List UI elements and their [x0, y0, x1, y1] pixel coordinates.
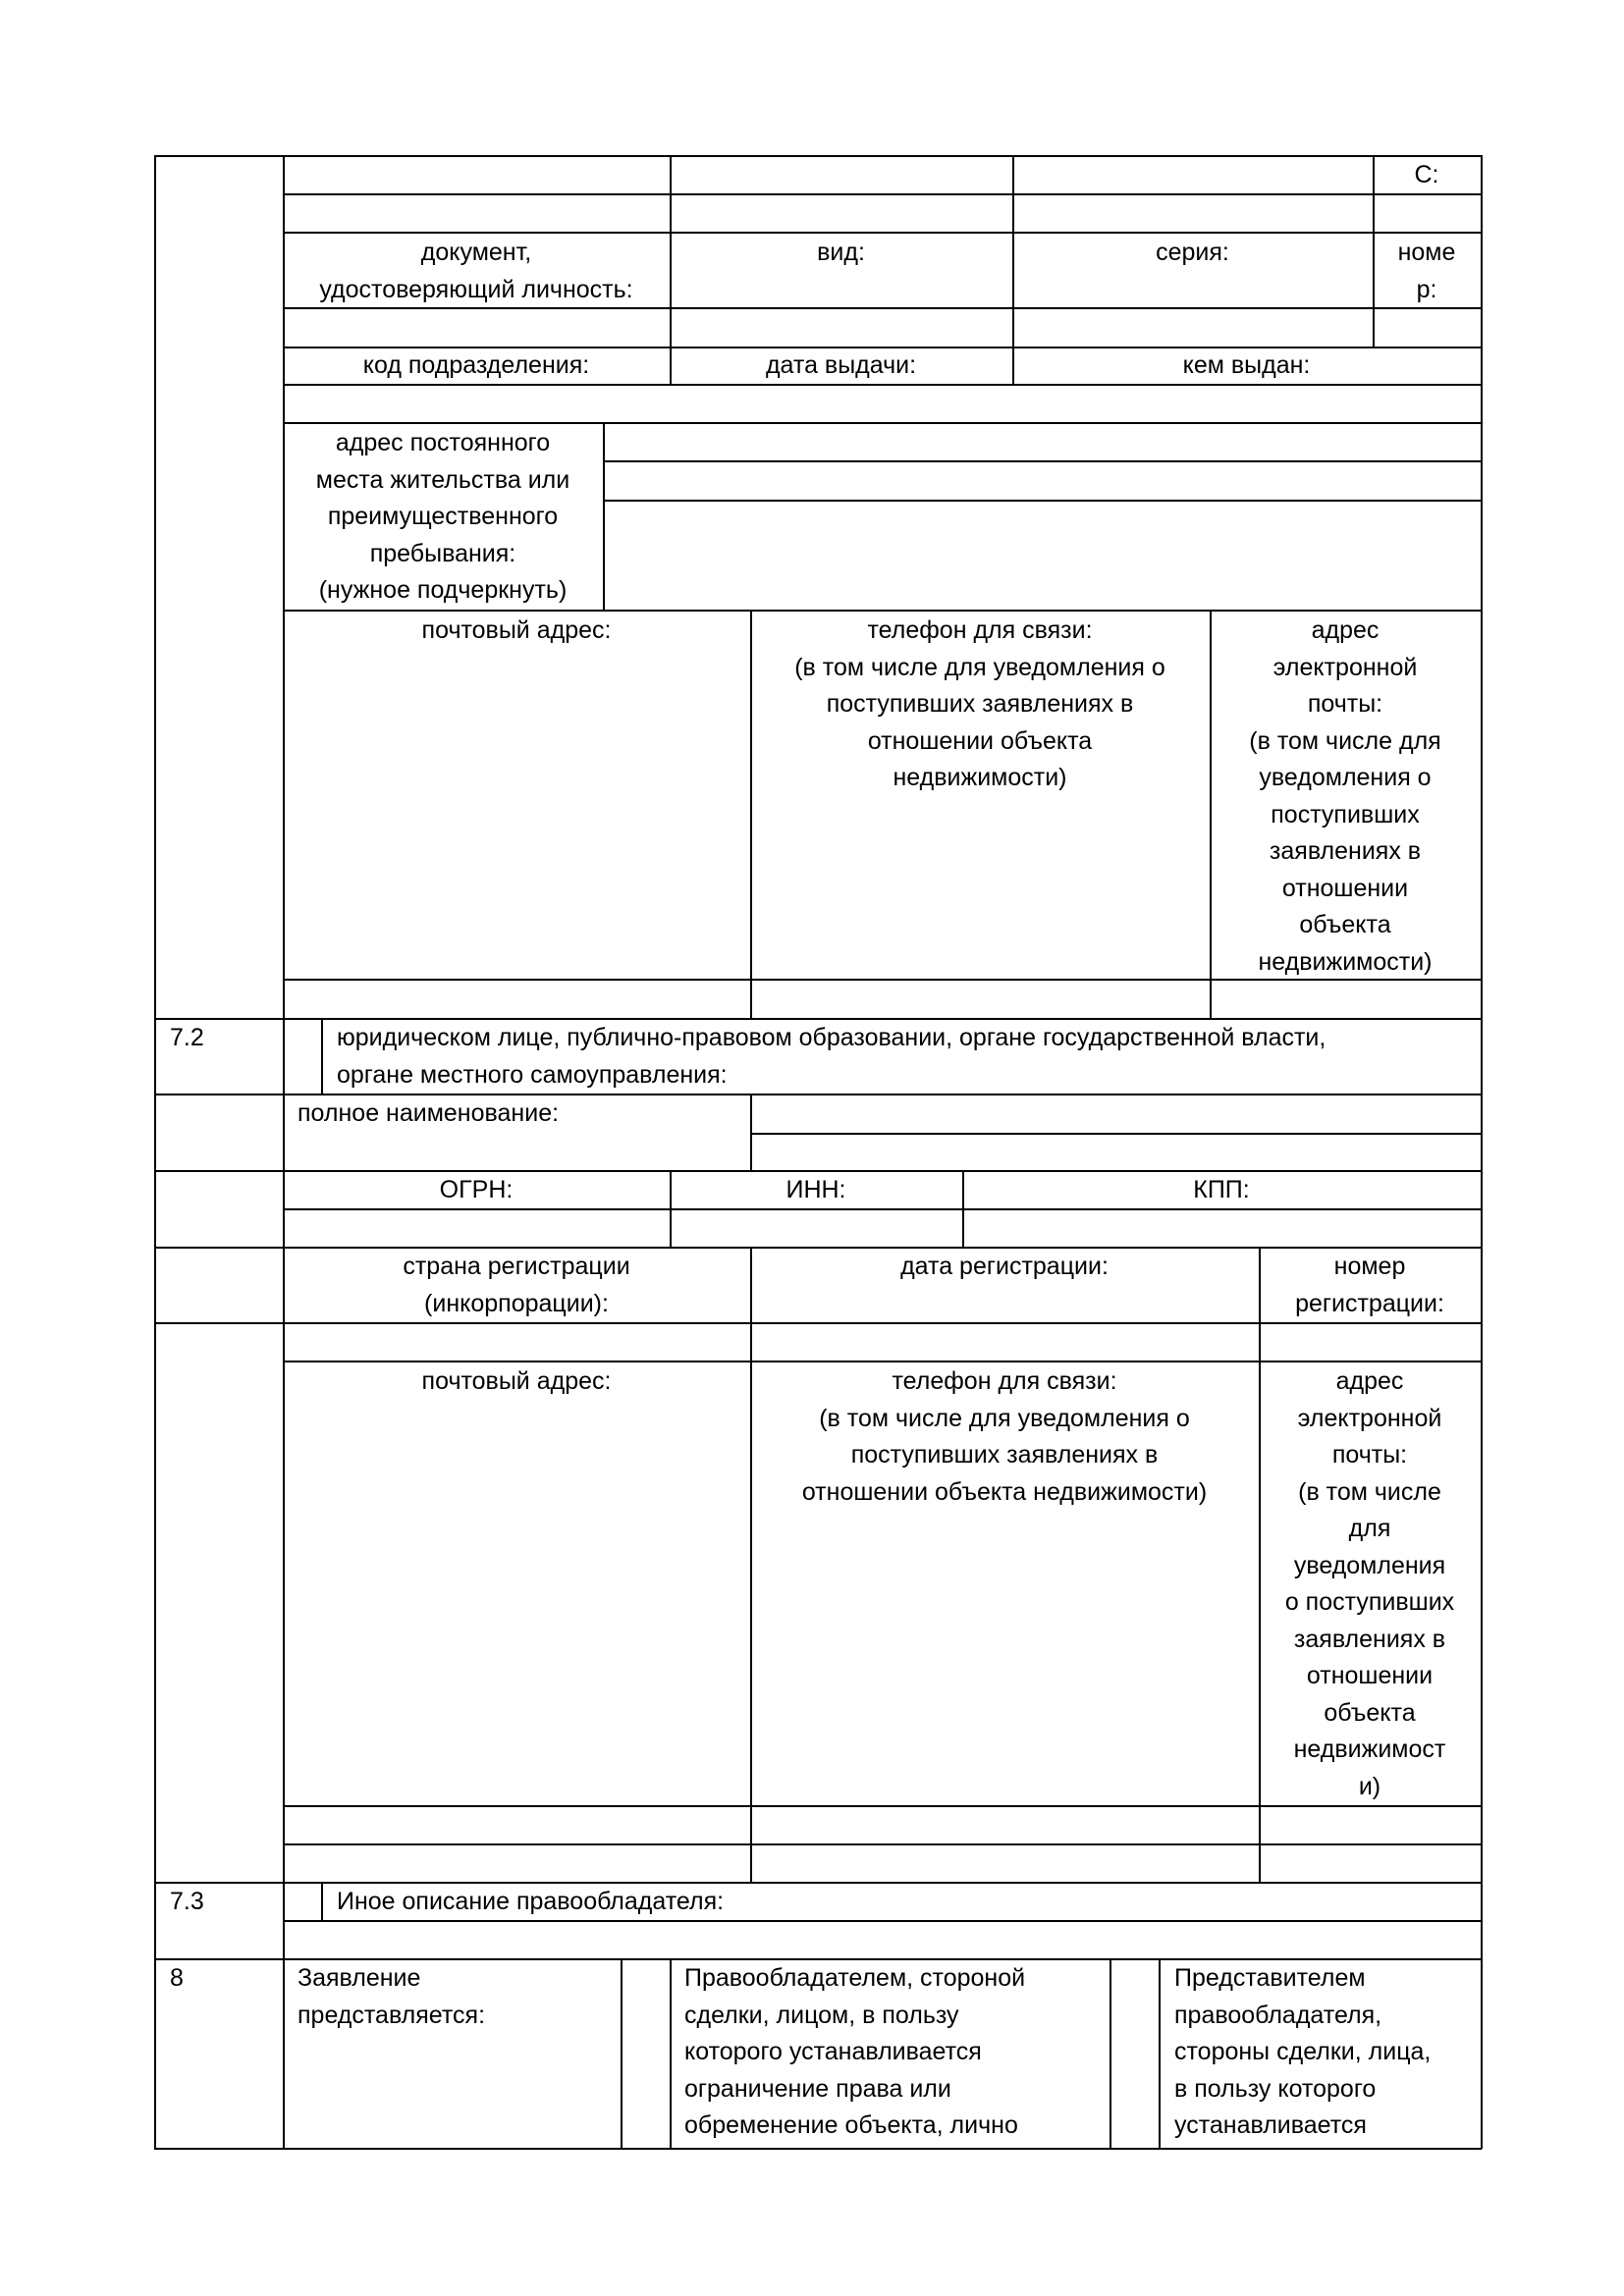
issued-by-label: кем выдан:: [1182, 351, 1311, 379]
document-number-label: номе р:: [1397, 239, 1456, 303]
other-description-input[interactable]: [285, 1922, 1479, 1957]
section-7-3-checkbox[interactable]: [285, 1884, 320, 1919]
phone-label: телефон для связи: (в том числе для уведомления о поступивших заявлениях в отношении объекта недвижимости): [794, 616, 1165, 791]
section-8-number: 8: [170, 1964, 184, 1992]
field-7-1-r2c4[interactable]: [1375, 195, 1479, 231]
full-name-input-line-1[interactable]: [752, 1095, 1479, 1132]
field-7-1-r2c2[interactable]: [672, 195, 1010, 231]
inn-label: ИНН:: [785, 1176, 846, 1203]
document-type-input[interactable]: [672, 309, 1010, 346]
registration-number-input[interactable]: [1261, 1324, 1479, 1360]
phone-input-2[interactable]: [752, 1845, 1257, 1881]
full-name-label: полное наименование:: [298, 1099, 560, 1127]
issued-by-input[interactable]: [1014, 386, 1479, 421]
field-7-1-r1c3[interactable]: [1014, 157, 1371, 192]
option-representative: Представителем правообладателя, стороны сделки, лица, в пользу которого устанавливается: [1174, 1964, 1432, 2139]
registration-country-input[interactable]: [285, 1324, 748, 1360]
residence-address-line-2[interactable]: [605, 462, 1479, 499]
cell-c-label: С:: [1414, 161, 1439, 188]
email-input[interactable]: [1212, 981, 1479, 1017]
option-owner-checkbox[interactable]: [623, 1960, 669, 2147]
issue-date-label: дата выдачи:: [765, 351, 917, 379]
document-series-label: серия:: [1156, 239, 1229, 266]
field-7-1-r2c1[interactable]: [285, 195, 668, 231]
division-code-label: код подразделения:: [362, 351, 590, 379]
email-label: адрес электронной почты: (в том числе для уведомления о поступивших заявлениях в отношении объекта недвижимост и): [1284, 1367, 1455, 1800]
issue-date-input[interactable]: [672, 386, 1010, 421]
document-number-input[interactable]: [1375, 309, 1479, 346]
registration-date-input[interactable]: [752, 1324, 1257, 1360]
field-7-1-r2c3[interactable]: [1014, 195, 1371, 231]
residence-address-line-1[interactable]: [605, 424, 1479, 459]
registration-date-label: дата регистрации:: [900, 1253, 1109, 1280]
postal-address-input[interactable]: [285, 981, 748, 1017]
full-name-input-line-2[interactable]: [752, 1135, 1479, 1169]
postal-address-label: почтовый адрес:: [421, 1367, 612, 1395]
document-input[interactable]: [285, 309, 668, 346]
phone-input-1[interactable]: [752, 1807, 1257, 1842]
registration-number-label: номер регистрации:: [1295, 1253, 1444, 1317]
residence-address-line-3[interactable]: [605, 502, 1479, 609]
ogrn-input[interactable]: [285, 1210, 668, 1246]
option-representative-checkbox[interactable]: [1111, 1960, 1158, 2147]
section-7-2-checkbox[interactable]: [285, 1020, 320, 1093]
section-7-2-title: юридическом лице, публично-правовом образовании, органе государственной власти, органе местного самоуправления:: [337, 1024, 1326, 1089]
document-series-input[interactable]: [1014, 309, 1371, 346]
ogrn-label: ОГРН:: [439, 1176, 514, 1203]
email-label: адрес электронной почты: (в том числе для уведомления о поступивших заявлениях в отношении объекта недвижимости): [1249, 616, 1441, 976]
document-type-label: вид:: [817, 239, 865, 266]
email-input-2[interactable]: [1261, 1845, 1479, 1881]
residence-address-label: адрес постоянного места жительства или преимущественного пребывания: (нужное подчеркнуть): [315, 429, 570, 604]
postal-address-input-1[interactable]: [285, 1807, 748, 1842]
phone-input[interactable]: [752, 981, 1208, 1017]
division-code-input[interactable]: [285, 386, 668, 421]
postal-address-input-2[interactable]: [285, 1845, 748, 1881]
section-7-3-number: 7.3: [170, 1888, 204, 1915]
email-input-1[interactable]: [1261, 1807, 1479, 1842]
section-7-3-title: Иное описание правообладателя:: [337, 1888, 725, 1915]
field-7-1-r1c2[interactable]: [672, 157, 1010, 192]
kpp-input[interactable]: [964, 1210, 1479, 1246]
identity-document-label: документ, удостоверяющий личность:: [319, 239, 633, 303]
section-7-2-number: 7.2: [170, 1024, 204, 1051]
option-owner-in-person: Правообладателем, стороной сделки, лицом, в пользу которого устанавливается ограничение права или обременение объекта, лично: [684, 1964, 1026, 2139]
registration-country-label: страна регистрации (инкорпорации):: [403, 1253, 630, 1317]
field-7-1-r1c1[interactable]: [285, 157, 668, 192]
kpp-label: КПП:: [1193, 1176, 1250, 1203]
inn-input[interactable]: [672, 1210, 960, 1246]
phone-label: телефон для связи: (в том числе для уведомления о поступивших заявлениях в отношении объекта недвижимости): [801, 1367, 1208, 1506]
postal-address-label: почтовый адрес:: [421, 616, 612, 644]
submission-label: Заявление представляется:: [298, 1964, 486, 2029]
